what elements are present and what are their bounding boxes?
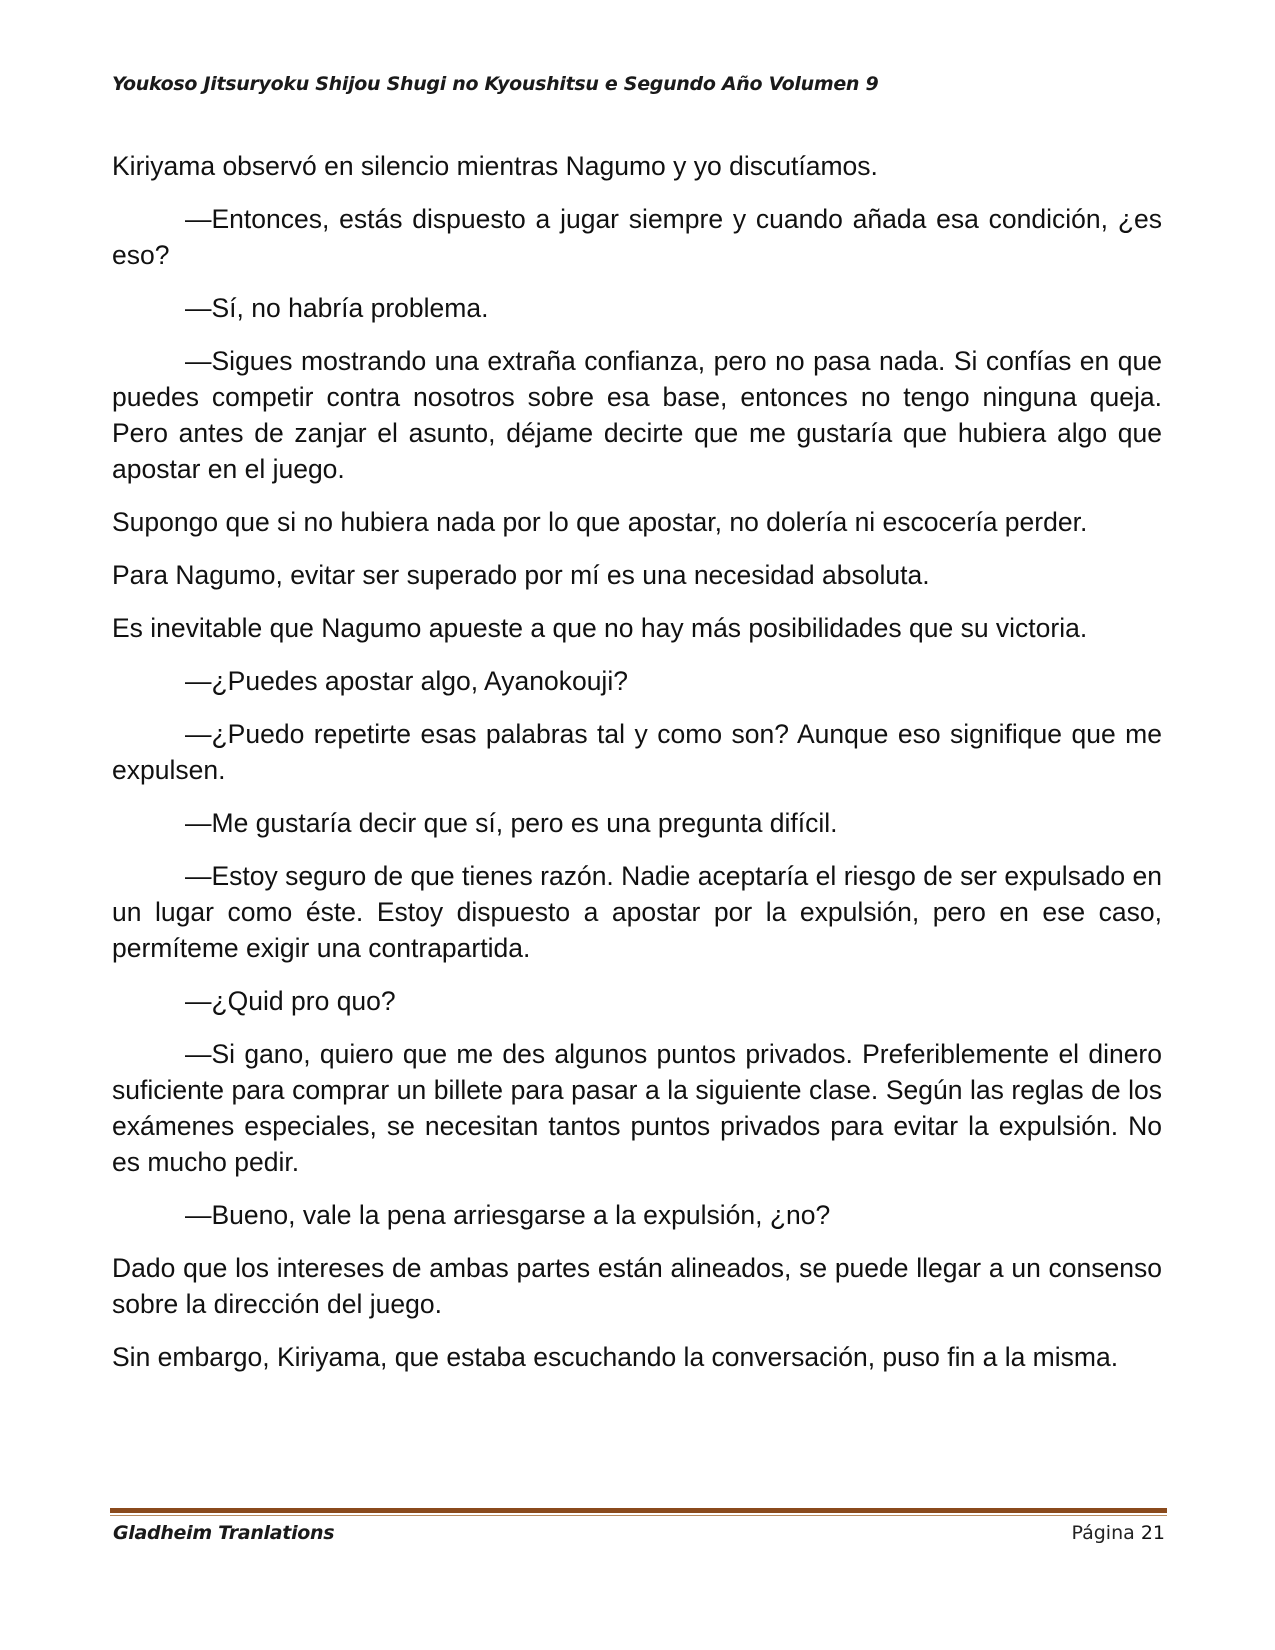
- paragraph: Supongo que si no hubiera nada por lo que apostar, no dolería ni escocería perder.: [112, 507, 1088, 537]
- page-number: 21: [1140, 1522, 1165, 1544]
- footer-divider: [110, 1508, 1167, 1513]
- dialogue-paragraph: —Si gano, quiero que me des algunos puntos privados. Preferiblemente el dinero suficiente para comprar un billete para pasar a la siguiente clase. Según las reglas de los exámenes especiales, se necesitan tantos puntos privados para evitar la expulsión. No es mucho pedir.: [112, 1039, 1162, 1177]
- footer-page-info: [1071, 1522, 1165, 1544]
- paragraph: Kiriyama observó en silencio mientras Nagumo y yo discutíamos.: [112, 151, 878, 181]
- paragraph: Sin embargo, Kiriyama, que estaba escuchando la conversación, puso fin a la misma.: [112, 1342, 1119, 1372]
- dialogue-paragraph: —Sí, no habría problema.: [185, 293, 489, 323]
- body-text: [112, 148, 1162, 1392]
- dialogue-paragraph: —Me gustaría decir que sí, pero es una pregunta difícil.: [185, 808, 838, 838]
- page-label: Página: [1071, 1522, 1135, 1544]
- dialogue-paragraph: —¿Puedo repetirte esas palabras tal y como son? Aunque eso signifique que me expulsen.: [112, 719, 1162, 785]
- dialogue-paragraph: —Entonces, estás dispuesto a jugar siempre y cuando añada esa condición, ¿es eso?: [112, 204, 1162, 270]
- footer-translator: Gladheim Tranlations: [113, 1522, 335, 1544]
- dialogue-paragraph: —Sigues mostrando una extraña confianza, pero no pasa nada. Si confías en que puedes competir contra nosotros sobre esa base, entonces no tengo ninguna queja. Pero antes de zanjar el asunto, déjame decirte que me gustaría que hubiera algo que apostar en el juego.: [112, 346, 1162, 484]
- paragraph: Dado que los intereses de ambas partes están alineados, se puede llegar a un consenso sobre la dirección del juego.: [112, 1253, 1162, 1319]
- dialogue-paragraph: —Bueno, vale la pena arriesgarse a la expulsión, ¿no?: [185, 1200, 831, 1230]
- footer-divider-thin: [110, 1515, 1167, 1516]
- paragraph: Es inevitable que Nagumo apueste a que no hay más posibilidades que su victoria.: [112, 613, 1088, 643]
- dialogue-paragraph: —¿Quid pro quo?: [185, 986, 396, 1016]
- running-header: Youkoso Jitsuryoku Shijou Shugi no Kyoushitsu e Segundo Año Volumen 9: [112, 73, 879, 95]
- paragraph: Para Nagumo, evitar ser superado por mí es una necesidad absoluta.: [112, 560, 930, 590]
- dialogue-paragraph: —Estoy seguro de que tienes razón. Nadie aceptaría el riesgo de ser expulsado en un lugar como éste. Estoy dispuesto a apostar por la expulsión, pero en ese caso, permíteme exigir una contrapartida.: [112, 861, 1162, 963]
- dialogue-paragraph: —¿Puedes apostar algo, Ayanokouji?: [185, 666, 628, 696]
